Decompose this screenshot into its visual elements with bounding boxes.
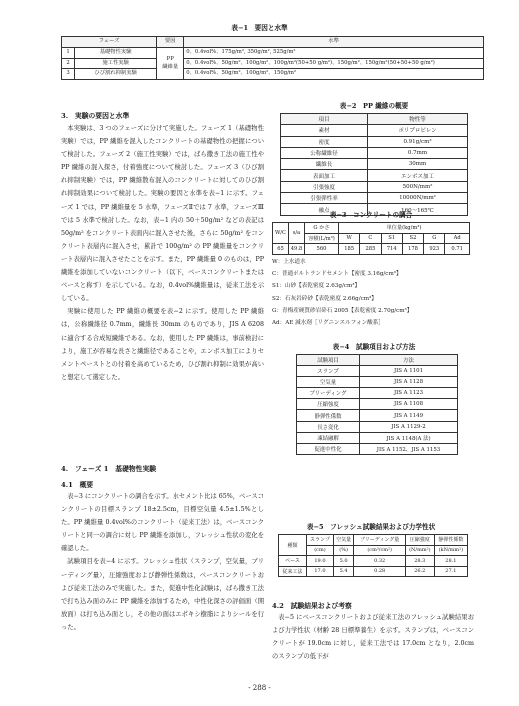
table2-header-item: 項目	[281, 114, 368, 125]
section4-1-heading: 4.1 概要	[61, 481, 94, 489]
table3-header-row-1	[273, 223, 470, 234]
table2	[280, 113, 468, 216]
table3-cell: 560	[305, 244, 339, 255]
table-row	[279, 556, 468, 567]
table-row	[273, 244, 470, 255]
table-row	[281, 159, 468, 170]
table3-header-gk: G かさ	[305, 223, 339, 234]
section4-2-paragraph: 表−5 にベースコンクリートおよび従来工法のフレッシュ試験結果および力学性状（材齢 28 日標準養生）を示す。スランプは，ベースコンクリートが 19.0cm に対し，従来工法では 17.0cm となり，2.0cm のスランプの低下が	[272, 614, 474, 661]
table2-item: 融点	[281, 204, 368, 215]
table4-method: JIS A 1128	[360, 377, 458, 388]
table-row	[297, 443, 458, 454]
table3-header-w: W	[339, 233, 360, 244]
table-row	[62, 58, 484, 69]
table5-header-bleeding: ブリーディング量	[354, 535, 406, 546]
table5-header-strength: 圧縮強度	[405, 535, 434, 546]
table2-value: 500N/mm²	[368, 181, 468, 192]
page-number: - 288 -	[248, 684, 271, 692]
table5-header-row-1	[279, 535, 468, 546]
table2-header-row	[281, 114, 468, 125]
table3-header-c: C	[360, 233, 381, 244]
table3-header-unit: 単位量(kg/m³)	[339, 223, 470, 234]
table5-cell: 17.0	[307, 566, 334, 577]
table-row	[281, 136, 468, 147]
table3	[272, 222, 470, 255]
table5-cell: 28.3	[405, 556, 434, 567]
table1-no: 3	[62, 69, 75, 80]
table4-method: JIS A 1123	[360, 388, 458, 399]
table4-item: 空気量	[297, 377, 360, 388]
table1-phase: 基礎物性実験	[75, 47, 157, 58]
legend-item: G：青梅産硬質砂岩砕石 2005【表乾密度 2.70g/cm³】	[272, 307, 413, 314]
table3-header-sa: s/a	[289, 223, 305, 244]
table-row	[297, 432, 458, 443]
table4-method: JIS A 1149	[360, 410, 458, 421]
table3-cell: 49.8	[289, 244, 305, 255]
table3-cell: 65	[273, 244, 289, 255]
table-row	[279, 566, 468, 577]
table5-header-slump: スランプ	[307, 535, 334, 546]
table1-level: 0、0.4vol%、50g/m²、100g/m²、150g/m²	[184, 69, 484, 80]
table-row	[297, 410, 458, 421]
table4-header-item: 試験項目	[297, 355, 360, 366]
table2-item: 素材	[281, 125, 368, 136]
table4-item: 圧縮強度	[297, 399, 360, 410]
table2-value: 0.7mm	[368, 147, 468, 158]
table5-header-air: 空気量	[333, 535, 353, 546]
table2-value: 0.91g/cm³	[368, 136, 468, 147]
table5	[278, 534, 468, 577]
table5-cell: 0.32	[354, 556, 406, 567]
table1-factor: PP 繊維量	[157, 47, 184, 79]
table3-header-wc: W/C	[273, 223, 289, 244]
table2-item: 繊維長	[281, 159, 368, 170]
table4-caption: 表−4 試験項目および方法	[332, 343, 416, 351]
legend-item: Ad：AE 減水剤［リグニンスルフォン酸系］	[272, 320, 384, 327]
table1-level: 0、0.4vol%、50g/m²、100g/m²、100g/m²(50+50 g/m²)、150g/m²、150g/m²(50+50+50 g/m²)	[184, 58, 484, 69]
table5-cell: 従来工法	[279, 566, 307, 577]
table1-no: 2	[62, 58, 75, 69]
table3-header-s1: S1	[381, 233, 402, 244]
table3-cell: 923	[424, 244, 445, 255]
table3-cell: 285	[360, 244, 381, 255]
table5-unit: (%)	[333, 545, 353, 556]
table-row	[297, 399, 458, 410]
table5-cell: 27.1	[434, 566, 467, 577]
table-row	[281, 147, 468, 158]
table2-caption: 表−2 PP 繊維の概要	[339, 102, 409, 110]
table1-header-level: 水準	[184, 37, 484, 48]
table5-unit: (N/mm²)	[405, 545, 434, 556]
table5-cell: 19.0	[307, 556, 334, 567]
section3-paragraph-2: 実験に使用した PP 繊維の概要を表−2 に示す。使用した PP 繊維は，公称繊維径 0.7mm，繊維長 30mm のものであり，JIS A 6208 に適合する合成短繊維である。なお，使用した PP 繊維は，事前検討により，施工が容易な長さと繊維径であることや，エンボス加工によりセメントペーストとの付着を高めているため，ひび割れ抑制に効果が高いと想定して選定した。	[61, 308, 264, 381]
table3-header-s2: S2	[402, 233, 423, 244]
section4-heading: 4. フェーズ 1 基礎物性実験	[61, 465, 157, 473]
table3-legend	[272, 256, 472, 329]
table2-value: ポリプロピレン	[368, 125, 468, 136]
section3-body	[61, 122, 264, 384]
table3-header-ad: Ad	[445, 233, 470, 244]
table3-caption: 表−3 コンクリートの調合	[329, 211, 413, 219]
table1-level: 0、0.4vol%、175g/m², 350g/m², 525g/m²	[184, 47, 484, 58]
table5-header-row-2	[279, 545, 468, 556]
table4-item: 静弾性係数	[297, 410, 360, 421]
table3-cell: 178	[402, 244, 423, 255]
legend-item: S2：石灰岩砕砂【表乾密度 2.66g/cm³】	[272, 295, 377, 302]
table1-header-phase: フェーズ	[62, 37, 157, 48]
table-row	[62, 47, 484, 58]
table1-header-row	[62, 37, 484, 48]
table4-method: JIS A 1148(A 法)	[360, 432, 458, 443]
table4-item: ブリーディング	[297, 388, 360, 399]
table1-phase: 施工性実験	[75, 58, 157, 69]
table-row	[281, 193, 468, 204]
table4-method: JIS A 1129-2	[360, 421, 458, 432]
table2-value: 30mm	[368, 159, 468, 170]
table3-cell: 714	[381, 244, 402, 255]
table4-item: 凍結融解	[297, 432, 360, 443]
table4-method: JIS A 1101	[360, 366, 458, 377]
table5-header-modulus: 静弾性係数	[434, 535, 467, 546]
table3-header-gk2: 容積(L/m³)	[305, 233, 339, 244]
table-row	[297, 366, 458, 377]
table3-header-g: G	[424, 233, 445, 244]
section4-body	[61, 490, 264, 634]
table4-method: JIS A 1152、JIS A 1153	[360, 443, 458, 454]
table1-no: 1	[62, 47, 75, 58]
table5-unit: (cm³/cm²)	[354, 545, 406, 556]
legend-item: W：上水道水	[272, 259, 306, 265]
table4-header-method: 方法	[360, 355, 458, 366]
table4-item: 長さ変化	[297, 421, 360, 432]
table5-unit: (kN/mm²)	[434, 545, 467, 556]
table4-item: スランプ	[297, 366, 360, 377]
table2-value: 160～165℃	[368, 204, 468, 215]
table5-cell: 26.2	[405, 566, 434, 577]
table5-header-kind: 種類	[279, 535, 307, 556]
table1-header-factor: 要因	[157, 37, 184, 48]
table-row	[297, 377, 458, 388]
section4-paragraph-2: 試験項目を表−4 に示す。フレッシュ性状（スランプ，空気量，ブリーディング量），圧縮強度および静弾性係数は，ベースコンクリートおよび従来工法のみで実施した。また，促進中性化試験は，ばら撒き工法で打ち込み面のみに PP 繊維を添加するため，中性化深さの評価面（開放面）は打ち込み面とし，その他の面はエポキシ樹脂によりシールを行った。	[61, 558, 264, 631]
legend-item: S1：山砂【表乾密度 2.63g/cm³】	[272, 283, 361, 290]
table1-caption: 表−1 要因と水準	[231, 24, 288, 32]
table-row	[281, 181, 468, 192]
section3-heading: 3. 実験の要因と水準	[61, 112, 130, 120]
table-row	[62, 69, 484, 80]
table-row	[281, 125, 468, 136]
legend-item: C：普通ポルトランドセメント【密度 3.16g/cm³】	[272, 271, 402, 278]
table5-cell: 0.28	[354, 566, 406, 577]
table-row	[297, 388, 458, 399]
table2-value: エンボス加工	[368, 170, 468, 181]
table-row	[281, 170, 468, 181]
section3-paragraph-1: 本実験は、3 つのフェーズに分けて実施した。フェーズ 1（基礎物性実験）では，PP 繊維を混入したコンクリートの基礎物性の把握について検討した。フェーズ 2（施工性実験）では，ばら撒き工法の施工性や PP 繊維の混入探さ，付着強度について検討した。フェーズ 3（ひび割れ抑制実験）では，PP 繊維散布混入のコンクリートに対してのひび割れ抑制効果について検討した。実験の要因と水準を表−1 に示す。フェーズ 1 では，PP 繊維量を 5 水準，フェーズⅡでは 7 水準，フェーズⅢでは 5 水準で検討した。なお，表−1 内の 50＋50g/m² などの表記は 50g/m² をコンクリート表面内に混入させた後，さらに 50g/m² をコンクリート表層内に混入させ，累計で 100g/m² の PP 繊維量をコンクリート表層内に混入させたことを示す。また，PP 繊維量 0 のものは，PP 繊維を添加していないコンクリート（以下，ベースコンクリートまたはベースと称す）を示している。なお，0.4vol%繊維量は，従来工法を示している。	[61, 125, 264, 303]
table5-caption: 表−5 フレッシュ試験結果および力学性状	[306, 523, 436, 531]
table-row	[297, 421, 458, 432]
table3-cell: 0.71	[445, 244, 470, 255]
table5-cell: 5.4	[333, 566, 353, 577]
table4-item: 促進中性化	[297, 443, 360, 454]
table2-item: 表面加工	[281, 170, 368, 181]
table5-cell: 5.0	[333, 556, 353, 567]
table2-item: 引張強度	[281, 181, 368, 192]
table4-method: JIS A 1108	[360, 399, 458, 410]
table2-item: 引張弾性率	[281, 193, 368, 204]
table1	[61, 36, 484, 80]
table1-phase: ひび割れ抑制実験	[75, 69, 157, 80]
table4	[296, 354, 458, 455]
table2-value: 10000N/mm²	[368, 193, 468, 204]
table2-header-value: 物性等	[368, 114, 468, 125]
table5-unit: (cm)	[307, 545, 334, 556]
table5-cell: ベース	[279, 556, 307, 567]
section4-paragraph-1: 表−3 にコンクリートの調合を示す。水セメント比は 65%，ベースコンクリートの目標スランプ 18±2.5cm，目標空気量 4.5±1.5%とした。PP 繊維量 0.4vol%のコンクリート（従来工法）は，ベースコンクリートと同一の調合に対し PP 繊維を添加し，フレッシュ性状の変化を確認した。	[61, 493, 264, 553]
table2-item: 公称繊維径	[281, 147, 368, 158]
table4-header-row	[297, 355, 458, 366]
table3-cell: 185	[339, 244, 360, 255]
table5-cell: 28.1	[434, 556, 467, 567]
table2-item: 密度	[281, 136, 368, 147]
section4-2-heading: 4.2 試験結果および考察	[272, 602, 352, 610]
